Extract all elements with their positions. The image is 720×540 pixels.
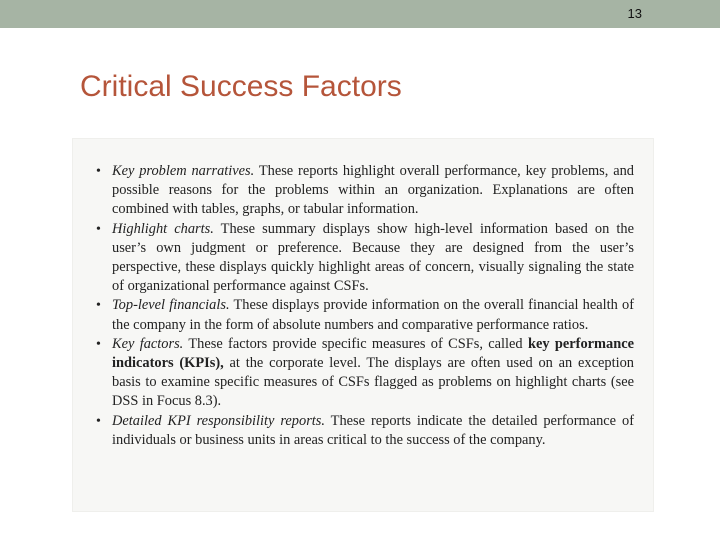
slide-number: 13 [627,6,642,21]
bullet-text: at the corporate level. The displays are often used on an exception basis to examine specific measures of CSFs flagged as problems on highlight charts (see DSS in Focus 8.3). [112,355,634,410]
scan-artifact-marks [92,138,632,142]
scanned-text-image [72,138,654,512]
bullet-icon: • [96,298,101,314]
slide-title: Critical Success Factors [80,70,402,103]
bullet-term: Highlight charts. [112,220,214,237]
bullet-item-key-problem-narratives [72,162,654,220]
bullet-text: These reports highlight overall performance, key problems, and possible reasons for the problems within an organization. Explanations are often combined with tables, graphs, or tabular information. [112,163,634,218]
bullet-text: These summary displays show high-level information based on the user’s own judgment or preference. Because they are designed from the user’s perspective, these displays quickly highlight areas of concern, visually signaling the state of organizational performance against CSFs. [112,220,634,295]
bullet-term: Key factors. [112,335,184,352]
bullet-icon: • [96,221,101,237]
bullet-list [72,162,654,450]
bullet-text: These factors provide specific measures of CSFs, called [183,335,528,352]
bullet-item-highlight-charts [72,220,654,297]
bullet-bold-term: key performance indicators (KPIs), [112,335,634,372]
bullet-text: These reports indicate the detailed performance of individuals or business units in areas critical to the success of the company. [112,412,634,448]
bullet-item-top-level-financials [72,296,654,334]
bullet-term: Top-level financials. [112,297,230,314]
bullet-term: Detailed KPI responsibility reports. [112,412,325,429]
bullet-item-key-factors [72,335,654,412]
bullet-icon: • [96,413,101,429]
bullet-term: Key problem narratives. [112,163,255,179]
bullet-text: These displays provide information on the overall financial health of the company in the form of absolute numbers and comparative performance ratios. [112,297,635,333]
bullet-item-detailed-kpi-reports [72,412,654,450]
bullet-icon: • [96,336,101,352]
bullet-icon: • [96,164,101,179]
header-bar [0,0,720,28]
